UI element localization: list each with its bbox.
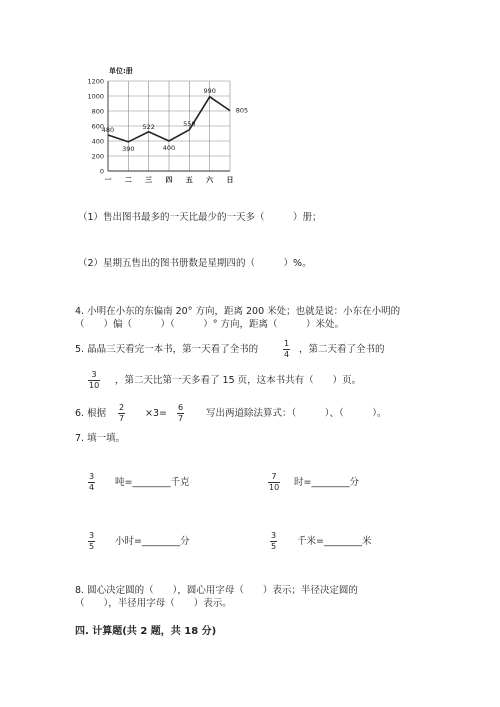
fraction-six-sevenths: 6 7	[178, 403, 184, 423]
q7-item-3-text: 小时=________分	[115, 536, 190, 547]
data-label: 522	[142, 122, 155, 131]
y-tick-label: 400	[91, 137, 104, 146]
q7-item-2-text: 时=________分	[294, 477, 359, 488]
q7-fraction-2: 7 10	[269, 472, 280, 492]
question-8-line2: （ ），半径用字母（ ）表示。	[75, 598, 232, 609]
unit-label: 单位:册	[109, 67, 133, 75]
data-labels	[102, 87, 248, 153]
question-7-title: 7. 填一填。	[75, 433, 126, 444]
data-label: 390	[122, 144, 135, 153]
question-6-part-b: ×3=	[145, 408, 167, 419]
x-tick-label: 二	[124, 176, 132, 184]
q7-fraction-1: 3 4	[89, 472, 95, 492]
x-tick-label: 六	[206, 176, 214, 184]
fraction-one-quarter: 1 4	[284, 339, 290, 359]
question-8-line1: 8. 圆心决定圆的（ ），圆心用字母（ ）表示；半径决定圆的	[75, 585, 358, 596]
question-1: （1）售出图书最多的一天比最少的一天多（ ）册；	[78, 212, 322, 223]
q7-fraction-4: 3 5	[271, 531, 277, 551]
question-4-line1: 4. 小明在小东的东偏南 20° 方向，距离 200 米处；也就是说：小东在小明的	[75, 306, 401, 317]
y-tick-label: 1000	[87, 92, 104, 101]
y-tick-label: 0	[99, 167, 104, 176]
question-6-part-a: 6. 根据	[75, 408, 107, 419]
q7-item-4-text: 千米=________米	[297, 536, 372, 547]
question-5-part-a: 5. 晶晶三天看完一本书，第一天看了全书的	[75, 344, 259, 355]
x-tick-label: 四	[165, 176, 173, 184]
q7-item-1-text: 吨=________千克	[115, 477, 190, 488]
fraction-three-tenths: 3 10	[89, 370, 100, 390]
x-tick-label: 五	[185, 176, 193, 184]
y-tick-label: 200	[91, 152, 104, 161]
fraction-two-sevenths: 2 7	[119, 403, 125, 423]
y-tick-label: 800	[91, 107, 104, 116]
section-4-heading: 四. 计算题(共 2 题，共 18 分)	[75, 626, 217, 637]
data-label: 990	[203, 86, 216, 95]
line-chart	[78, 62, 248, 190]
question-2: （2）星期五售出的图书册数是星期四的（ ）%。	[78, 258, 312, 269]
x-tick-label: 一	[104, 176, 112, 184]
data-label: 480	[101, 126, 115, 134]
y-tick-label: 600	[91, 122, 104, 131]
y-tick-label: 1200	[87, 77, 104, 86]
data-label: 400	[162, 144, 176, 152]
question-5-part-b: ，第二天看了全书的	[299, 344, 385, 355]
x-tick-label: 三	[145, 176, 153, 184]
data-label: 805	[235, 106, 248, 115]
question-6-part-c: 写出两道除法算式：（ ）、（ ）。	[206, 408, 387, 419]
question-4-line2: （ ）偏（ ）（ ）° 方向，距离（ ）米处。	[75, 319, 345, 330]
question-5-part-c: ，第二天比第一天多看了 15 页，这本书共有（ ）页。	[115, 375, 362, 386]
data-label: 550	[183, 119, 196, 128]
q7-fraction-3: 3 5	[89, 531, 95, 551]
x-tick-label: 日	[226, 176, 234, 184]
x-axis-ticks	[105, 175, 234, 184]
